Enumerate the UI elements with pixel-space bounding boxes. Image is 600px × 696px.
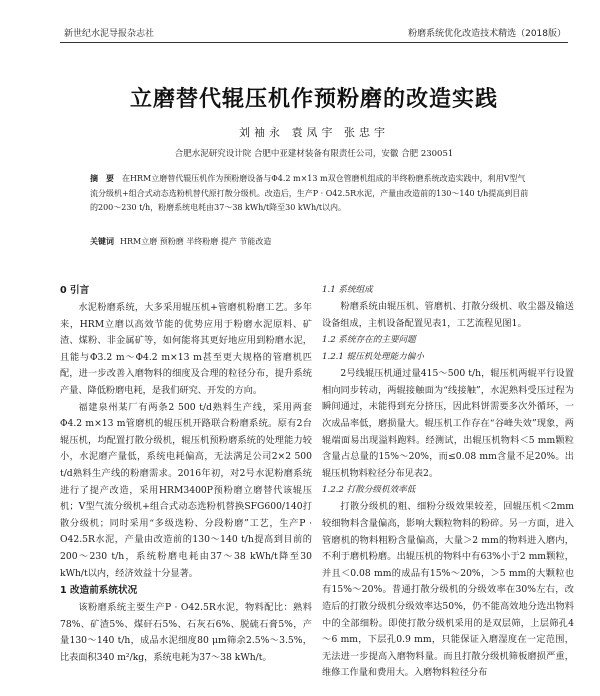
paragraph: 粉磨系统由辊压机、管磨机、打散分级机、收尘器及输送设备组成，主机设备配置见表1，工艺流程见图1。: [322, 301, 574, 329]
paragraph: 打散分级机的粗、细粉分级效果较差，回辊压机＜2mm较细物料含量偏高，影响大颗粒物料的粉碎。另一方面，进入管磨机的物料粗粉含量偏高，大量＞2 mm的物料进入磨内，不利于磨机粉磨。出辊压机的物料中有63%小于2 mm颗粒，并且＜0.08 mm的成品有15%～20%，＞5 mm的大颗粒也有15%～20%。普通打散分级机的分级效率在30%左右，改造后的打散分级机分级效率达50%，仍不能高效地分选出物料中的全部细粉。即使打散分级机采用的是双层筛，上层筛孔4～6 mm，下层孔0.9 mm，只能保证入磨湿度在一定范围，无法进一步提高入磨物料量。而且打散分级机筛板磨损严重，维修工作量和费用大。入磨物料粒径分布: [322, 501, 574, 679]
article-affiliation: 合肥水泥研究设计院 合肥中亚建材装备有限责任公司，安徽 合肥 230051: [174, 149, 454, 159]
abstract-text: 在HRM立磨替代辊压机作为预粉磨设备与Φ4.2 m×13 m双仓管磨机组成的半终粉磨系统改造实践中，利用V型气流分级机+组合式动态选粉机替代原打散分级机。改造后，生产P · O42.5R水泥，产量由改造前的130～140 t/h提高到目前的200～230 t/h，粉磨系统电耗由37～38 kWh/t降至30 kWh/t以内。: [90, 174, 529, 212]
running-header: [64, 26, 566, 40]
abstract: [90, 172, 532, 216]
section-heading: 1.1 系统组成: [322, 285, 373, 295]
keywords-text: HRM立磨 预粉磨 半终粉磨 提产 节能改造: [120, 237, 272, 246]
left-column: [60, 282, 312, 666]
paragraph: 水泥粉磨系统，大多采用辊压机+管磨机粉磨工艺。多年来，HRM立磨以高效节能的优势应用于粉磨水泥原料、矿渣、煤粉、非金属矿等，如何能将其更好地应用到粉磨水泥，且能与Φ3.2 m～Φ4.2 m×13 m甚至更大规格的管磨机匹配，进一步改善入磨物料的细度及合理的粒径分布，提升系统产量、降低粉磨电耗，是我们研究、开发的方向。: [60, 302, 312, 396]
right-column: [322, 282, 574, 682]
section-heading: 1 改造前系统状况: [60, 585, 138, 597]
keywords: [90, 236, 532, 247]
section-heading: 1.2.1 辊压机处理能力偏小: [322, 352, 424, 363]
section-heading: 1.2 系统存在的主要问题: [322, 335, 416, 346]
section-heading: 0 引言: [60, 285, 90, 296]
header-rule: [60, 42, 568, 43]
header-publisher: 新世纪水泥导报杂志社: [64, 29, 155, 39]
header-collection: 粉磨系统优化改造技术精选（2018版）: [408, 29, 566, 39]
article-authors: 刘袖永 袁凤宇 张忠宇: [239, 126, 389, 139]
paragraph: 该粉磨系统主要生产P · O42.5R水泥，物料配比：熟料78%、矿渣5%、煤矸石5%、石灰石6%、脱硫石膏5%，产量130～140 t/h，成品水泥细度80 μm筛余2.5%～3.5%，比表面积340 m²/kg，系统电耗为37～38 kWh/t。: [60, 602, 312, 663]
abstract-label: 摘 要: [90, 174, 114, 183]
paragraph: 福建泉州某厂有两条2 500 t/d熟料生产线，采用两套Φ4.2 m×13 m管磨机的辊压机开路联合粉磨系统。原有2台辊压机，均配置打散分级机，辊压机预粉磨系统的处理能力较小，水泥磨产量低，系统电耗偏高，无法满足公司2×2 500 t/d熟料生产线的粉磨需求。2016年初，对2号水泥粉磨系统进行了提产改造，采用HRM3400P预粉磨立磨替代该辊压机；V型气流分级机+组合式动态选粉机替换SFG600/140打散分级机；同时采用“多级选粉、分段粉磨”工艺，生产P · O42.5R水泥，产量由改造前的130～140 t/h提高到目前的200～230 t/h，系统粉磨电耗由37～38 kWh/t降至30 kWh/t以内，经济效益十分显著。: [60, 401, 312, 579]
section-heading: 1.2.2 打散分级机效率低: [322, 485, 416, 496]
paragraph: 2号线辊压机通过量415～500 t/h，辊压机两辊平行设置相向同步转动，两辊接触面为“线接触”，水泥熟料受压过程为瞬间通过，未能得到充分挤压，因此料饼需要多次外循环，一次成品率低，磨损量大。辊压机工作存在“谷峰失效”现象，两辊端面易出现溢料跑料。经测试，出辊压机物料＜5 mm颗粒含量占总量的15%～20%，而≤0.08 mm含量不足20%。出辊压机物料粒径分布见表2。: [322, 368, 574, 479]
article-title: 立磨替代辊压机作预粉磨的改造实践: [129, 86, 498, 112]
keywords-label: 关键词: [90, 237, 114, 246]
